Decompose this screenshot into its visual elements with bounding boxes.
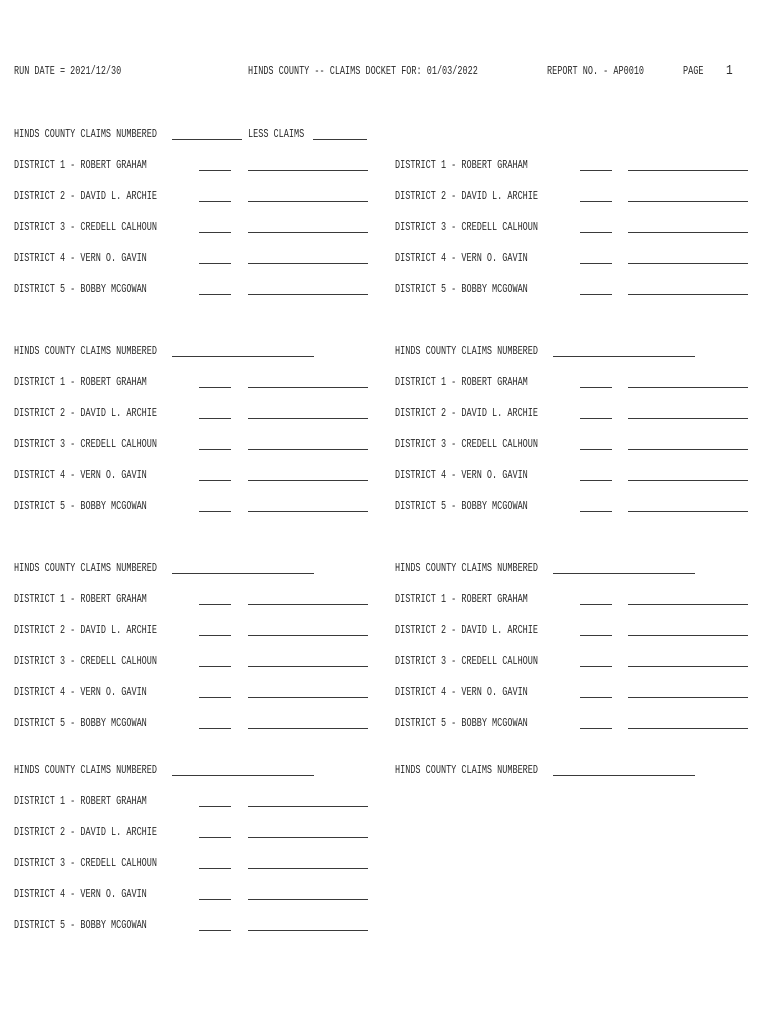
district-3-label: DISTRICT 3 - CREDELL CALHOUN xyxy=(14,438,157,451)
claims-number-blank[interactable] xyxy=(553,775,695,776)
district-2-label: DISTRICT 2 - DAVID L. ARCHIE xyxy=(14,624,157,637)
claims-number-blank[interactable] xyxy=(172,573,314,574)
district-3-label: DISTRICT 3 - CREDELL CALHOUN xyxy=(395,438,538,451)
district-2-signature-blank[interactable] xyxy=(248,418,368,419)
district-4-signature-blank[interactable] xyxy=(248,697,368,698)
district-3-vote-blank[interactable] xyxy=(199,449,231,450)
district-2-label: DISTRICT 2 - DAVID L. ARCHIE xyxy=(395,624,538,637)
less-claims-label: LESS CLAIMS xyxy=(248,128,305,141)
claims-numbered-label: HINDS COUNTY CLAIMS NUMBERED xyxy=(395,345,538,358)
district-1-vote-blank[interactable] xyxy=(199,387,231,388)
district-2-signature-blank[interactable] xyxy=(248,201,368,202)
claims-numbered-label: HINDS COUNTY CLAIMS NUMBERED xyxy=(395,562,538,575)
district-5-vote-blank[interactable] xyxy=(199,930,231,931)
district-3-vote-blank[interactable] xyxy=(199,666,231,667)
district-2-label: DISTRICT 2 - DAVID L. ARCHIE xyxy=(395,190,538,203)
district-1-label: DISTRICT 1 - ROBERT GRAHAM xyxy=(14,159,147,172)
claims-numbered-label: HINDS COUNTY CLAIMS NUMBERED xyxy=(14,345,157,358)
less-claims-blank[interactable] xyxy=(313,139,367,140)
run-date: RUN DATE = 2021/12/30 xyxy=(14,65,122,78)
district-5-vote-blank[interactable] xyxy=(199,294,231,295)
district-3-vote-blank[interactable] xyxy=(580,666,612,667)
district-3-signature-blank[interactable] xyxy=(248,232,368,233)
claims-number-blank[interactable] xyxy=(553,573,695,574)
district-2-vote-blank[interactable] xyxy=(580,418,612,419)
report-number: REPORT NO. - AP0010 xyxy=(547,65,645,78)
district-4-signature-blank[interactable] xyxy=(628,263,748,264)
district-1-signature-blank[interactable] xyxy=(248,170,368,171)
district-3-vote-blank[interactable] xyxy=(199,868,231,869)
claims-number-blank[interactable] xyxy=(172,139,242,140)
page-label: PAGE xyxy=(683,65,704,78)
district-5-label: DISTRICT 5 - BOBBY MCGOWAN xyxy=(14,283,147,296)
district-3-label: DISTRICT 3 - CREDELL CALHOUN xyxy=(14,221,157,234)
district-5-label: DISTRICT 5 - BOBBY MCGOWAN xyxy=(395,717,528,730)
claims-number-blank[interactable] xyxy=(172,356,314,357)
district-2-vote-blank[interactable] xyxy=(199,201,231,202)
district-4-vote-blank[interactable] xyxy=(199,263,231,264)
district-4-label: DISTRICT 4 - VERN O. GAVIN xyxy=(395,469,528,482)
district-4-label: DISTRICT 4 - VERN O. GAVIN xyxy=(14,469,147,482)
district-2-vote-blank[interactable] xyxy=(580,635,612,636)
district-3-vote-blank[interactable] xyxy=(580,449,612,450)
district-4-signature-blank[interactable] xyxy=(628,480,748,481)
district-2-label: DISTRICT 2 - DAVID L. ARCHIE xyxy=(14,190,157,203)
district-3-signature-blank[interactable] xyxy=(248,868,368,869)
claims-number-blank[interactable] xyxy=(172,775,314,776)
district-4-vote-blank[interactable] xyxy=(199,697,231,698)
district-5-label: DISTRICT 5 - BOBBY MCGOWAN xyxy=(14,500,147,513)
district-1-vote-blank[interactable] xyxy=(580,170,612,171)
district-3-label: DISTRICT 3 - CREDELL CALHOUN xyxy=(395,655,538,668)
district-1-label: DISTRICT 1 - ROBERT GRAHAM xyxy=(14,593,147,606)
district-2-signature-blank[interactable] xyxy=(628,635,748,636)
claims-numbered-label: HINDS COUNTY CLAIMS NUMBERED xyxy=(14,562,157,575)
district-3-signature-blank[interactable] xyxy=(628,666,748,667)
district-3-vote-blank[interactable] xyxy=(199,232,231,233)
district-4-vote-blank[interactable] xyxy=(199,899,231,900)
district-2-vote-blank[interactable] xyxy=(199,837,231,838)
district-5-label: DISTRICT 5 - BOBBY MCGOWAN xyxy=(14,717,147,730)
page-number: 1 xyxy=(726,63,733,79)
district-4-vote-blank[interactable] xyxy=(580,697,612,698)
district-5-label: DISTRICT 5 - BOBBY MCGOWAN xyxy=(14,919,147,932)
claims-number-blank[interactable] xyxy=(553,356,695,357)
district-4-signature-blank[interactable] xyxy=(248,899,368,900)
district-2-vote-blank[interactable] xyxy=(199,635,231,636)
claims-numbered-label: HINDS COUNTY CLAIMS NUMBERED xyxy=(395,764,538,777)
district-1-signature-blank[interactable] xyxy=(248,806,368,807)
district-1-signature-blank[interactable] xyxy=(628,604,748,605)
district-1-vote-blank[interactable] xyxy=(580,387,612,388)
district-3-signature-blank[interactable] xyxy=(248,666,368,667)
district-4-signature-blank[interactable] xyxy=(248,480,368,481)
district-2-signature-blank[interactable] xyxy=(248,837,368,838)
district-4-label: DISTRICT 4 - VERN O. GAVIN xyxy=(395,686,528,699)
district-5-signature-blank[interactable] xyxy=(628,511,748,512)
district-5-vote-blank[interactable] xyxy=(199,728,231,729)
district-3-label: DISTRICT 3 - CREDELL CALHOUN xyxy=(14,857,157,870)
district-1-signature-blank[interactable] xyxy=(628,170,748,171)
district-5-signature-blank[interactable] xyxy=(248,511,368,512)
district-3-signature-blank[interactable] xyxy=(248,449,368,450)
district-1-signature-blank[interactable] xyxy=(248,604,368,605)
district-2-label: DISTRICT 2 - DAVID L. ARCHIE xyxy=(14,826,157,839)
district-4-signature-blank[interactable] xyxy=(628,697,748,698)
district-4-vote-blank[interactable] xyxy=(580,480,612,481)
district-5-signature-blank[interactable] xyxy=(248,294,368,295)
district-2-label: DISTRICT 2 - DAVID L. ARCHIE xyxy=(395,407,538,420)
district-5-vote-blank[interactable] xyxy=(580,728,612,729)
claims-numbered-label: HINDS COUNTY CLAIMS NUMBERED xyxy=(14,128,157,141)
district-3-label: DISTRICT 3 - CREDELL CALHOUN xyxy=(14,655,157,668)
district-4-vote-blank[interactable] xyxy=(199,480,231,481)
district-5-label: DISTRICT 5 - BOBBY MCGOWAN xyxy=(395,283,528,296)
district-2-vote-blank[interactable] xyxy=(199,418,231,419)
district-3-label: DISTRICT 3 - CREDELL CALHOUN xyxy=(395,221,538,234)
district-3-signature-blank[interactable] xyxy=(628,232,748,233)
district-1-label: DISTRICT 1 - ROBERT GRAHAM xyxy=(395,159,528,172)
district-1-vote-blank[interactable] xyxy=(199,170,231,171)
district-1-label: DISTRICT 1 - ROBERT GRAHAM xyxy=(14,795,147,808)
district-1-vote-blank[interactable] xyxy=(199,806,231,807)
district-5-vote-blank[interactable] xyxy=(580,294,612,295)
district-4-label: DISTRICT 4 - VERN O. GAVIN xyxy=(14,888,147,901)
district-1-vote-blank[interactable] xyxy=(580,604,612,605)
district-1-label: DISTRICT 1 - ROBERT GRAHAM xyxy=(395,376,528,389)
district-1-signature-blank[interactable] xyxy=(248,387,368,388)
district-3-signature-blank[interactable] xyxy=(628,449,748,450)
district-1-vote-blank[interactable] xyxy=(199,604,231,605)
claims-numbered-label: HINDS COUNTY CLAIMS NUMBERED xyxy=(14,764,157,777)
district-4-label: DISTRICT 4 - VERN O. GAVIN xyxy=(395,252,528,265)
district-1-label: DISTRICT 1 - ROBERT GRAHAM xyxy=(14,376,147,389)
district-2-signature-blank[interactable] xyxy=(248,635,368,636)
district-4-signature-blank[interactable] xyxy=(248,263,368,264)
district-4-label: DISTRICT 4 - VERN O. GAVIN xyxy=(14,686,147,699)
district-2-signature-blank[interactable] xyxy=(628,418,748,419)
district-2-signature-blank[interactable] xyxy=(628,201,748,202)
district-3-vote-blank[interactable] xyxy=(580,232,612,233)
district-5-signature-blank[interactable] xyxy=(628,294,748,295)
district-4-label: DISTRICT 4 - VERN O. GAVIN xyxy=(14,252,147,265)
district-2-label: DISTRICT 2 - DAVID L. ARCHIE xyxy=(14,407,157,420)
district-5-vote-blank[interactable] xyxy=(580,511,612,512)
district-5-signature-blank[interactable] xyxy=(628,728,748,729)
district-4-vote-blank[interactable] xyxy=(580,263,612,264)
district-5-label: DISTRICT 5 - BOBBY MCGOWAN xyxy=(395,500,528,513)
district-2-vote-blank[interactable] xyxy=(580,201,612,202)
district-1-signature-blank[interactable] xyxy=(628,387,748,388)
district-5-signature-blank[interactable] xyxy=(248,930,368,931)
district-5-signature-blank[interactable] xyxy=(248,728,368,729)
district-1-label: DISTRICT 1 - ROBERT GRAHAM xyxy=(395,593,528,606)
docket-title: HINDS COUNTY -- CLAIMS DOCKET FOR: 01/03/2022 xyxy=(248,65,478,78)
district-5-vote-blank[interactable] xyxy=(199,511,231,512)
